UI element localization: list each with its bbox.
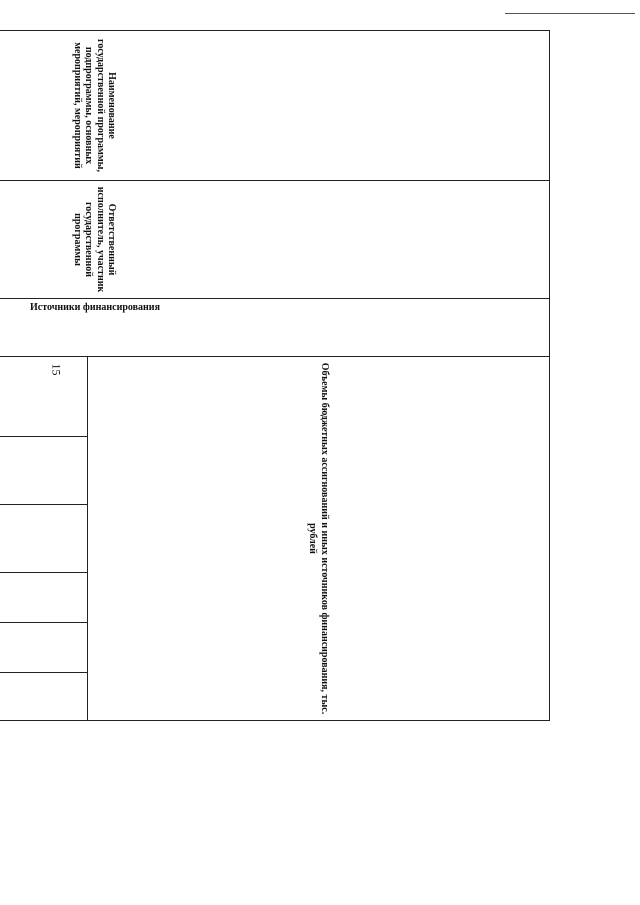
header-group: Объемы бюджетных ассигнований и иных источников финансирования, тыс. рублей bbox=[87, 357, 549, 721]
header-2015 bbox=[0, 505, 87, 573]
header-total bbox=[0, 357, 87, 437]
page-number: 15 bbox=[49, 363, 64, 376]
budget-table bbox=[0, 30, 550, 721]
header-executor: Ответственный исполнитель, участник государственной программы bbox=[0, 181, 550, 299]
header-source-text: Источники финансирования bbox=[29, 302, 160, 313]
top-rule bbox=[505, 13, 635, 14]
header-2018 bbox=[0, 673, 87, 721]
header-source bbox=[0, 299, 550, 357]
header-2017 bbox=[0, 623, 87, 673]
header-2014 bbox=[0, 437, 87, 505]
header-2016 bbox=[0, 573, 87, 623]
rotated-table-container bbox=[29, 30, 550, 720]
header-name: Наименование государственной программы, подпрограммы, основных мероприятий, мероприятий bbox=[0, 31, 550, 181]
